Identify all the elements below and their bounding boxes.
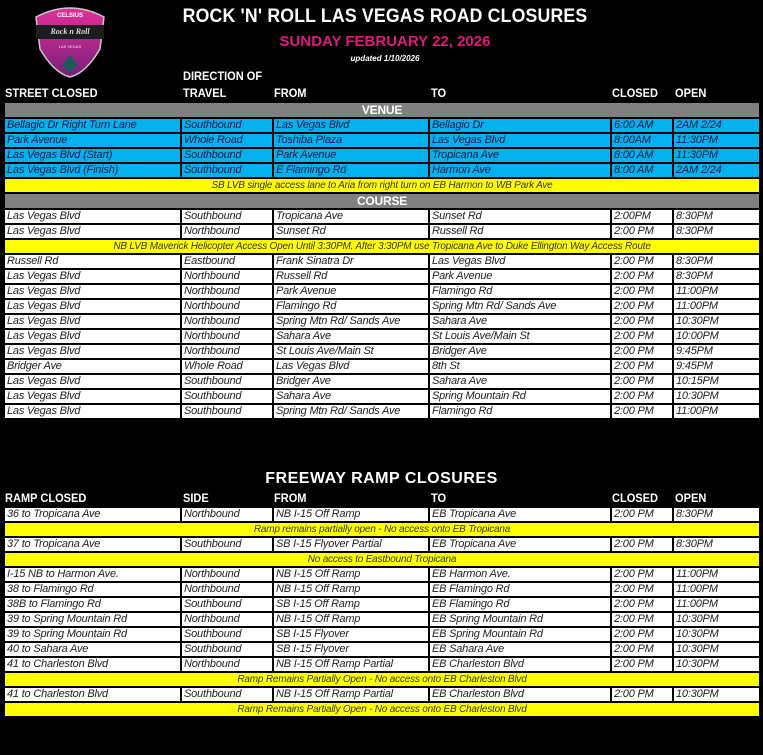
note-row (4, 178, 760, 193)
cell-to: EB Harmon Ave. (429, 567, 611, 582)
cell-street: Las Vegas Blvd (4, 404, 181, 419)
cell-to: EB Flamingo Rd (429, 597, 611, 612)
cell-street: Las Vegas Blvd (Finish) (4, 163, 181, 178)
cell-open-time: 9:45PM (673, 359, 760, 374)
col-header-from: FROM (274, 86, 307, 100)
col-header-closed: CLOSED (612, 86, 659, 100)
cell-from: Russell Rd (273, 269, 429, 284)
table-row (4, 329, 760, 344)
cell-closed-time: 2:00 PM (611, 507, 673, 522)
cell-direction: Southbound (181, 118, 273, 133)
table-row (4, 133, 760, 148)
cell-closed-time: 2:00 PM (611, 374, 673, 389)
table-row (4, 118, 760, 133)
table-row (4, 389, 760, 404)
cell-to: EB Charleston Blvd (429, 687, 611, 702)
cell-from: Sunset Rd (273, 224, 429, 239)
cell-from: Flamingo Rd (273, 299, 429, 314)
cell-to: Bellagio Dr (429, 118, 611, 133)
cell-closed-time: 2:00 PM (611, 224, 673, 239)
cell-direction: Northbound (181, 657, 273, 672)
table-row (4, 537, 760, 552)
cell-from: Sahara Ave (273, 389, 429, 404)
cell-to: EB Spring Mountain Rd (429, 612, 611, 627)
cell-open-time: 10:30PM (673, 389, 760, 404)
table-row (4, 224, 760, 239)
cell-to: 8th St (429, 359, 611, 374)
cell-to: Bridger Ave (429, 344, 611, 359)
cell-direction: Northbound (181, 284, 273, 299)
col-header-ramp-from: FROM (274, 491, 307, 505)
cell-to: EB Tropicana Ave (429, 537, 611, 552)
cell-to: EB Flamingo Rd (429, 582, 611, 597)
cell-open-time: 8:30PM (673, 254, 760, 269)
cell-to: EB Charleston Blvd (429, 657, 611, 672)
cell-street: Las Vegas Blvd (4, 374, 181, 389)
cell-direction: Southbound (181, 642, 273, 657)
cell-direction: Northbound (181, 299, 273, 314)
cell-direction: Southbound (181, 597, 273, 612)
cell-closed-time: 8:00AM (611, 133, 673, 148)
cell-street: Las Vegas Blvd (4, 314, 181, 329)
col-header-ramp-to: TO (431, 491, 447, 505)
table-row (4, 507, 760, 522)
cell-closed-time: 2:00 PM (611, 657, 673, 672)
cell-street: Las Vegas Blvd (4, 344, 181, 359)
cell-from: Las Vegas Blvd (273, 118, 429, 133)
cell-closed-time: 2:00 PM (611, 582, 673, 597)
cell-open-time: 8:30PM (673, 224, 760, 239)
cell-closed-time: 2:00 PM (611, 642, 673, 657)
table-row (4, 374, 760, 389)
cell-from: SB I-15 Flyover (273, 642, 429, 657)
cell-street: 39 to Spring Mountain Rd (4, 612, 181, 627)
section-header (4, 102, 760, 118)
cell-open-time: 11:00PM (673, 567, 760, 582)
cell-direction: Southbound (181, 209, 273, 224)
cell-closed-time: 2:00 PM (611, 344, 673, 359)
cell-direction: Southbound (181, 627, 273, 642)
cell-from: NB I-15 Off Ramp (273, 507, 429, 522)
cell-from: Frank Sinatra Dr (273, 254, 429, 269)
note-row (4, 239, 760, 254)
cell-direction: Northbound (181, 612, 273, 627)
col-header-ramp-closed: RAMP CLOSED (5, 491, 87, 505)
cell-from: NB I-15 Off Ramp (273, 567, 429, 582)
rock-n-roll-logo (30, 3, 110, 79)
cell-from: NB I-15 Off Ramp (273, 582, 429, 597)
note-text: Ramp Remains Partially Open - No access onto EB Charleston Blvd (4, 702, 760, 717)
cell-to: Sahara Ave (429, 374, 611, 389)
cell-from: NB I-15 Off Ramp (273, 612, 429, 627)
table-row (4, 597, 760, 612)
cell-from: SB I-15 Off Ramp (273, 597, 429, 612)
cell-open-time: 9:45PM (673, 344, 760, 359)
table-row (4, 612, 760, 627)
col-header-ramp-open-time: OPEN (675, 491, 707, 505)
cell-open-time: 10:30PM (673, 314, 760, 329)
cell-open-time: 11:00PM (673, 404, 760, 419)
section-header (4, 193, 760, 209)
table-row (4, 269, 760, 284)
cell-closed-time: 8:00 AM (611, 163, 673, 178)
cell-closed-time: 2:00 PM (611, 314, 673, 329)
svg-text:LAS VEGAS: LAS VEGAS (58, 44, 82, 49)
table-row (4, 344, 760, 359)
cell-to: Russell Rd (429, 224, 611, 239)
col-header-ramp-closed-time: CLOSED (612, 491, 659, 505)
ramp-section-title: FREEWAY RAMP CLOSURES (265, 470, 498, 487)
cell-street: Bellagio Dr Right Turn Lane (4, 118, 181, 133)
svg-text:Rock n Roll: Rock n Roll (50, 27, 90, 36)
cell-closed-time: 2:00 PM (611, 687, 673, 702)
table-row (4, 687, 760, 702)
table-row (4, 284, 760, 299)
note-row (4, 552, 760, 567)
cell-to: Sunset Rd (429, 209, 611, 224)
col-header-to: TO (431, 86, 447, 100)
cell-to: Harmon Ave (429, 163, 611, 178)
cell-street: Las Vegas Blvd (Start) (4, 148, 181, 163)
note-text: NB LVB Maverick Helicopter Access Open Until 3:30PM. After 3:30PM use Tropicana Ave to Duke Ellington Way Access Route (4, 239, 760, 254)
cell-from: E Flamingo Rd (273, 163, 429, 178)
section-label: COURSE (4, 193, 760, 209)
cell-direction: Southbound (181, 148, 273, 163)
cell-direction: Whole Road (181, 359, 273, 374)
cell-to: EB Spring Mountain Rd (429, 627, 611, 642)
cell-to: Flamingo Rd (429, 404, 611, 419)
cell-street: 38B to Flamingo Rd (4, 597, 181, 612)
cell-closed-time: 8:00 AM (611, 148, 673, 163)
svg-text:CELSIUS: CELSIUS (56, 13, 84, 19)
cell-street: 39 to Spring Mountain Rd (4, 627, 181, 642)
cell-from: NB I-15 Off Ramp Partial (273, 687, 429, 702)
note-text: Ramp Remains Partially Open - No access onto EB Charleston Blvd (4, 672, 760, 687)
cell-direction: Northbound (181, 582, 273, 597)
cell-street: 37 to Tropicana Ave (4, 537, 181, 552)
event-date: SUNDAY FEBRUARY 22, 2026 (279, 33, 491, 50)
cell-from: Tropicana Ave (273, 209, 429, 224)
cell-direction: Northbound (181, 567, 273, 582)
note-text: Ramp remains partially open - No access onto EB Tropicana (4, 522, 760, 537)
updated-date: updated 1/10/2026 (350, 54, 420, 63)
table-row (4, 163, 760, 178)
cell-to: EB Tropicana Ave (429, 507, 611, 522)
note-text: SB LVB single access lane to Aria from right turn on EB Harmon to WB Park Ave (4, 178, 760, 193)
cell-open-time: 10:00PM (673, 329, 760, 344)
cell-street: I-15 NB to Harmon Ave. (4, 567, 181, 582)
cell-from: St Louis Ave/Main St (273, 344, 429, 359)
table-row (4, 404, 760, 419)
cell-street: Las Vegas Blvd (4, 209, 181, 224)
cell-open-time: 11:30PM (673, 133, 760, 148)
cell-direction: Eastbound (181, 254, 273, 269)
cell-open-time: 11:30PM (673, 148, 760, 163)
cell-from: SB I-15 Flyover Partial (273, 537, 429, 552)
cell-open-time: 10:30PM (673, 687, 760, 702)
cell-open-time: 2AM 2/24 (673, 118, 760, 133)
table-row (4, 567, 760, 582)
cell-to: Las Vegas Blvd (429, 254, 611, 269)
cell-closed-time: 2:00 PM (611, 329, 673, 344)
cell-closed-time: 2:00 PM (611, 627, 673, 642)
cell-street: 41 to Charleston Blvd (4, 687, 181, 702)
ramp-closures-table (3, 506, 761, 718)
cell-closed-time: 2:00 PM (611, 567, 673, 582)
cell-direction: Northbound (181, 329, 273, 344)
cell-from: Bridger Ave (273, 374, 429, 389)
cell-direction: Southbound (181, 163, 273, 178)
cell-open-time: 11:00PM (673, 299, 760, 314)
cell-open-time: 10:30PM (673, 612, 760, 627)
cell-closed-time: 2:00 PM (611, 537, 673, 552)
cell-street: Las Vegas Blvd (4, 284, 181, 299)
col-header-direction-line1: DIRECTION OF (183, 69, 263, 83)
cell-closed-time: 2:00PM (611, 209, 673, 224)
table-row (4, 582, 760, 597)
cell-open-time: 8:30PM (673, 507, 760, 522)
note-text: No access to Eastbound Tropicana (4, 552, 760, 567)
cell-closed-time: 2:00 PM (611, 597, 673, 612)
cell-to: Park Avenue (429, 269, 611, 284)
cell-closed-time: 2:00 PM (611, 359, 673, 374)
cell-direction: Southbound (181, 404, 273, 419)
table-row (4, 209, 760, 224)
col-header-open: OPEN (675, 86, 707, 100)
cell-to: Tropicana Ave (429, 148, 611, 163)
cell-direction: Southbound (181, 374, 273, 389)
table-row (4, 359, 760, 374)
cell-street: Las Vegas Blvd (4, 389, 181, 404)
cell-to: Spring Mtn Rd/ Sands Ave (429, 299, 611, 314)
cell-street: Las Vegas Blvd (4, 299, 181, 314)
cell-street: Las Vegas Blvd (4, 224, 181, 239)
cell-from: Spring Mtn Rd/ Sands Ave (273, 404, 429, 419)
cell-open-time: 10:15PM (673, 374, 760, 389)
table-row (4, 642, 760, 657)
cell-to: EB Sahara Ave (429, 642, 611, 657)
cell-direction: Southbound (181, 687, 273, 702)
cell-to: Spring Mountain Rd (429, 389, 611, 404)
table-row (4, 627, 760, 642)
cell-closed-time: 2:00 PM (611, 299, 673, 314)
cell-open-time: 11:00PM (673, 597, 760, 612)
cell-street: 38 to Flamingo Rd (4, 582, 181, 597)
table-row (4, 314, 760, 329)
cell-open-time: 10:30PM (673, 657, 760, 672)
cell-open-time: 11:00PM (673, 582, 760, 597)
cell-street: Las Vegas Blvd (4, 269, 181, 284)
cell-open-time: 8:30PM (673, 269, 760, 284)
cell-closed-time: 2:00 PM (611, 389, 673, 404)
cell-from: Park Avenue (273, 284, 429, 299)
cell-street: Bridger Ave (4, 359, 181, 374)
cell-closed-time: 6:00 AM (611, 118, 673, 133)
cell-closed-time: 2:00 PM (611, 612, 673, 627)
cell-open-time: 8:30PM (673, 537, 760, 552)
cell-open-time: 8:30PM (673, 209, 760, 224)
cell-direction: Northbound (181, 269, 273, 284)
cell-open-time: 10:30PM (673, 642, 760, 657)
street-closures-table (3, 101, 761, 420)
cell-direction: Northbound (181, 224, 273, 239)
cell-street: 36 to Tropicana Ave (4, 507, 181, 522)
cell-open-time: 10:30PM (673, 627, 760, 642)
cell-from: Las Vegas Blvd (273, 359, 429, 374)
cell-from: SB I-15 Flyover (273, 627, 429, 642)
table-row (4, 148, 760, 163)
cell-closed-time: 2:00 PM (611, 269, 673, 284)
cell-street: 41 to Charleston Blvd (4, 657, 181, 672)
cell-direction: Southbound (181, 389, 273, 404)
cell-street: 40 to Sahara Ave (4, 642, 181, 657)
cell-to: Flamingo Rd (429, 284, 611, 299)
cell-closed-time: 2:00 PM (611, 254, 673, 269)
cell-direction: Northbound (181, 344, 273, 359)
cell-from: Toshiba Plaza (273, 133, 429, 148)
col-header-side: SIDE (183, 491, 209, 505)
col-header-street-closed: STREET CLOSED (5, 86, 98, 100)
cell-from: Park Avenue (273, 148, 429, 163)
cell-direction: Northbound (181, 507, 273, 522)
col-header-direction-line2: TRAVEL (183, 86, 227, 100)
page-title: ROCK 'N' ROLL LAS VEGAS ROAD CLOSURES (182, 6, 588, 27)
table-row (4, 299, 760, 314)
cell-direction: Southbound (181, 537, 273, 552)
cell-closed-time: 2:00 PM (611, 284, 673, 299)
cell-closed-time: 2:00 PM (611, 404, 673, 419)
note-row (4, 522, 760, 537)
cell-from: Sahara Ave (273, 329, 429, 344)
cell-street: Russell Rd (4, 254, 181, 269)
table-row (4, 254, 760, 269)
note-row (4, 702, 760, 717)
cell-from: NB I-15 Off Ramp Partial (273, 657, 429, 672)
cell-direction: Whole Road (181, 133, 273, 148)
table-row (4, 657, 760, 672)
cell-open-time: 11:00PM (673, 284, 760, 299)
cell-to: St Louis Ave/Main St (429, 329, 611, 344)
cell-to: Sahara Ave (429, 314, 611, 329)
cell-open-time: 2AM 2/24 (673, 163, 760, 178)
cell-direction: Northbound (181, 314, 273, 329)
cell-to: Las Vegas Blvd (429, 133, 611, 148)
cell-from: Spring Mtn Rd/ Sands Ave (273, 314, 429, 329)
cell-street: Las Vegas Blvd (4, 329, 181, 344)
cell-street: Park Avenue (4, 133, 181, 148)
note-row (4, 672, 760, 687)
section-label: VENUE (4, 102, 760, 118)
